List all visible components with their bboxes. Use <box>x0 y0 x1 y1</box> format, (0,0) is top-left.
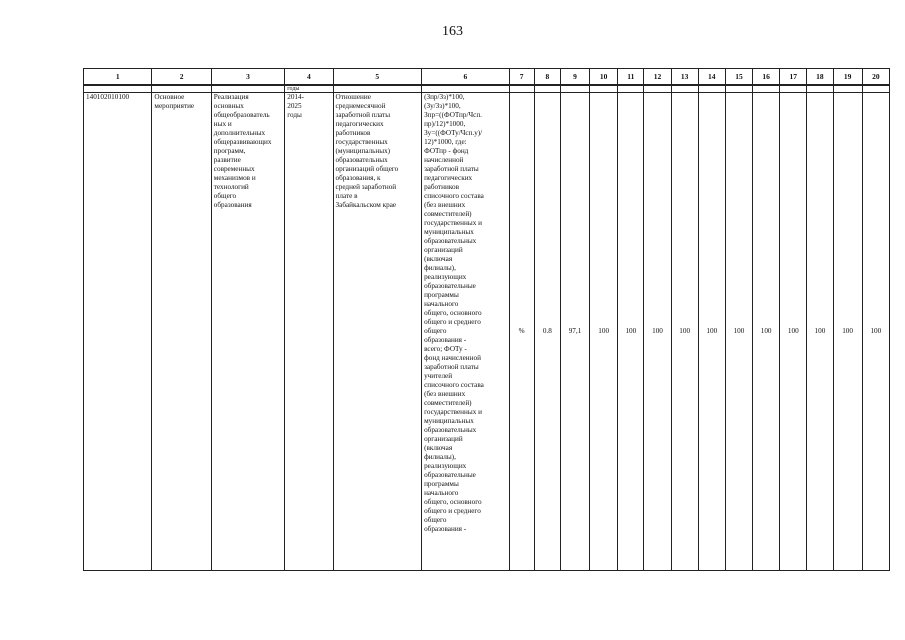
col-header: 10 <box>590 69 618 86</box>
value-cell: 100 <box>833 93 862 571</box>
value-cell: 100 <box>698 93 725 571</box>
header-row <box>84 69 890 86</box>
continuation-row <box>84 85 890 93</box>
value-cell: 100 <box>671 93 698 571</box>
col-header: 18 <box>807 69 833 86</box>
type-cell: Основное мероприятие <box>152 93 211 571</box>
value-cell: 100 <box>618 93 644 571</box>
program-table <box>83 68 890 571</box>
col-header: 12 <box>644 69 671 86</box>
formula-cell: (Зпр/Зз)*100, (Зу/Зз)*100, Зпр=((ФОТпр/Чсп. пр)/12)*1000, Зу=((ФОТу/Чсп.у)/ 12)*1000, где: ФОТпр - фонд начисленной заработной платы педагогических работников списочного состава (без внешних совместителей) государственных и муниципальных образовательных организаций (включая филиалы), реализующих образовательные программы начального общего, основного общего и среднего общего образования - всего; ФОТу - фонд начисленной заработной платы учителей списочного состава (без внешних совместителей) государственных и муниципальных образовательных организаций (включая филиалы), реализующих образовательные программы начального общего, основного общего и среднего общего образования - <box>422 93 510 571</box>
page-number: 163 <box>442 24 463 39</box>
col-header: 1 <box>84 69 152 86</box>
continuation-text: годы <box>285 85 333 93</box>
col-header: 17 <box>780 69 807 86</box>
col-header: 11 <box>618 69 644 86</box>
table-row <box>84 93 890 571</box>
value-cell: 97,1 <box>560 93 589 571</box>
code-cell: 140102010100 <box>84 93 152 571</box>
col-header: 14 <box>698 69 725 86</box>
weight-cell: 0.8 <box>534 93 560 571</box>
period-cell: 2014- 2025 годы <box>285 93 333 571</box>
value-cell: 100 <box>753 93 780 571</box>
col-header: 4 <box>285 69 333 86</box>
col-header: 20 <box>862 69 889 86</box>
value-cell: 100 <box>590 93 618 571</box>
col-header: 2 <box>152 69 211 86</box>
col-header: 6 <box>422 69 510 86</box>
col-header: 19 <box>833 69 862 86</box>
value-cell: 100 <box>780 93 807 571</box>
value-cell: 100 <box>725 93 752 571</box>
col-header: 16 <box>753 69 780 86</box>
value-cell: 100 <box>807 93 833 571</box>
col-header: 3 <box>211 69 284 86</box>
value-cell: 100 <box>862 93 889 571</box>
name-cell: Реализация основных общеобразователь ных и дополнительных общеразвивающих программ, развитие современных механизмов и технологий общего образования <box>211 93 284 571</box>
indicator-cell: Отношение среднемесячной заработной платы педагогических работников государственных (муниципальных) образовательных организаций общего образования, к средней заработной плате в Забайкальском крае <box>333 93 422 571</box>
col-header: 15 <box>725 69 752 86</box>
col-header: 5 <box>333 69 422 86</box>
col-header: 7 <box>509 69 534 86</box>
col-header: 13 <box>671 69 698 86</box>
unit-cell: % <box>509 93 534 571</box>
col-header: 8 <box>534 69 560 86</box>
value-cell: 100 <box>644 93 671 571</box>
col-header: 9 <box>560 69 589 86</box>
